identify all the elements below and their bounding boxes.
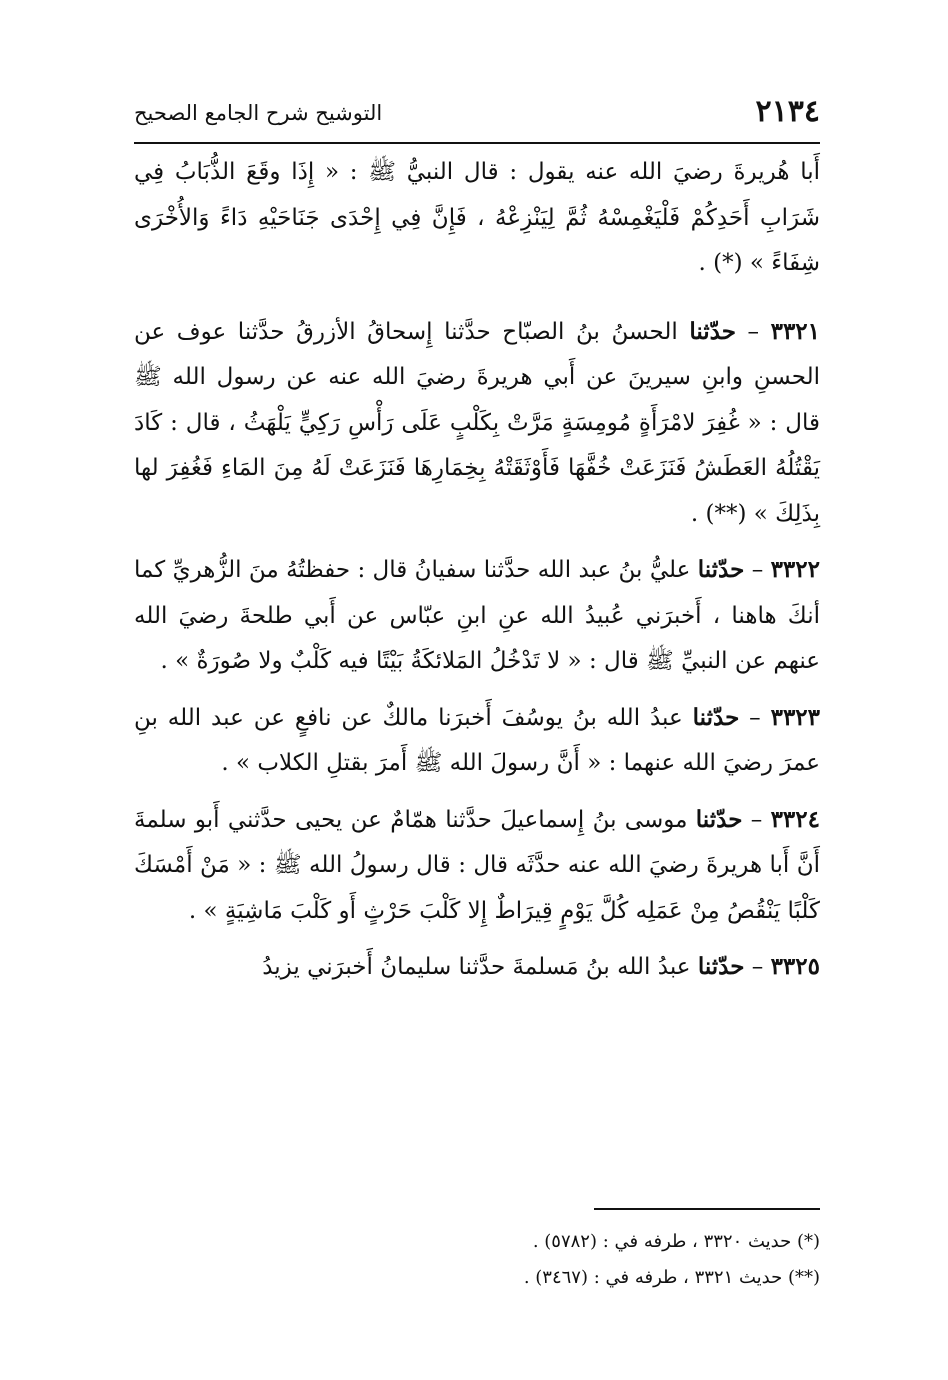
hadith-lead-word: حدّثنا xyxy=(697,953,745,980)
hadith-number: ٣٣٢٤ xyxy=(770,805,820,833)
main-text xyxy=(134,150,820,1001)
hadith-paragraph: ٣٣٢١ – حدّثنا الحسنُ بنُ الصبّاح حدَّثنا إِسحاقُ الأزرقُ حدَّثنا عوف عن الحسنِ وابنِ سيرينَ عن أَبي هريرةَ رضيَ الله عنه عن رسول الله ﷺ قال : « غُفِرَ لامْرَأَةٍ مُومِسَةٍ مَرَّتْ بِكَلْبٍ عَلَى رَأْسِ رَكِيٍّ يَلْهَثُ ، قال : كَادَ يَقْتُلُهُ العَطَشُ فَنَزَعَتْ خُفَّهَا فَأَوْثَقَتْهُ بِخِمَارِهَا فَنَزَعَتْ لَهُ مِنَ المَاءِ فَغُفِرَ لها بِذَلِكَ » (**) . xyxy=(134,317,821,527)
hadith-text: موسى بنُ إِسماعيلَ حدَّثنا همّامٌ عن يحيى حدَّثني أَبو سلمةَ أَنَّ أَبا هريرةَ رضيَ الله عنه حدَّثَه قال : قال رسولُ الله ﷺ : « مَنْ أَمْسَكَ كَلْبًا يَنْقُصُ مِنْ عَمَلِه كُلَّ يَوْمٍ قِيرَاطٌ إِلا كَلْبَ حَرْثٍ أَو كَلْبَ مَاشِيَةٍ » . xyxy=(134,806,820,924)
header-divider xyxy=(134,142,820,144)
hadith-paragraph: ٣٣٢٢ – حدّثنا عليُّ بنُ عبد الله حدَّثنا سفيانُ قال : حفظتُهُ منَ الزُّهريِّ كما أنكَ هاهنا ، أَخبرَني عُبيدُ الله عنِ ابنِ عبّاس عن أَبي طلحةَ رضيَ الله عنهم عن النبيِّ ﷺ قال : « لا تَدْخُلُ المَلائكَةُ بَيْتًا فيه كَلْبٌ ولا صُورَةٌ » . xyxy=(134,556,820,674)
hadith-text: الحسنُ بنُ الصبّاح حدَّثنا إِسحاقُ الأزرقُ حدَّثنا عوف عن الحسنِ وابنِ سيرينَ عن أَبي هريرةَ رضيَ الله عنه عن رسول الله ﷺ قال : « غُفِرَ لامْرَأَةٍ مُومِسَةٍ مَرَّتْ بِكَلْبٍ عَلَى رَأْسِ رَكِيٍّ يَلْهَثُ ، قال : كَادَ يَقْتُلُهُ العَطَشُ فَنَزَعَتْ خُفَّهَا فَأَوْثَقَتْهُ بِخِمَارِهَا فَنَزَعَتْ لَهُ مِنَ المَاءِ فَغُفِرَ لها بِذَلِكَ » (**) . xyxy=(134,318,820,527)
page-header xyxy=(134,92,820,138)
footnote: (*) حديث ٣٣٢٠ ، طرفه في : (٥٧٨٢) . xyxy=(532,1231,820,1252)
footnotes xyxy=(134,1224,820,1296)
hadith-number: ٣٣٢٥ xyxy=(770,953,820,980)
hadith-paragraph: ٣٣٢٥ – حدّثنا عبدُ الله بنُ مَسلمةَ حدَّثنا سليمانُ أَخبرَني يزيدُ xyxy=(262,953,820,980)
hadith-lead-word: حدّثنا xyxy=(695,805,743,833)
hadith-lead-word: حدّثنا xyxy=(697,556,745,583)
hadith-lead-word: حدّثنا xyxy=(689,317,736,345)
footnote: (**) حديث ٣٣٢١ ، طرفه في : (٣٤٦٧) . xyxy=(523,1267,820,1288)
paragraph-text: أَبا هُريرةَ رضيَ الله عنه يقول : قال النبيُّ ﷺ : « إِذَا وقَعَ الذُّبَابُ فِي شَرَابِ أَحَدِكُمْ فَلْيَغْمِسْهُ ثُمَّ لِيَنْزِعْهُ ، فَإِنَّ فِي إِحْدَى جَنَاحَيْهِ دَاءً وَالأُخْرَى شِفَاءً » (*) . xyxy=(134,159,820,276)
footnote-divider xyxy=(594,1208,820,1210)
hadith-lead-word: حدّثنا xyxy=(692,703,740,731)
running-title: التوشيح شرح الجامع الصحيح xyxy=(134,101,383,125)
hadith-text: عليُّ بنُ عبد الله حدَّثنا سفيانُ قال : حفظتُهُ منَ الزُّهريِّ كما أنكَ هاهنا ، أَخبرَني عُبيدُ الله عنِ ابنِ عبّاس عن أَبي طلحةَ رضيَ الله عنهم عن النبيِّ ﷺ قال : « لا تَدْخُلُ المَلائكَةُ بَيْتًا فيه كَلْبٌ ولا صُورَةٌ » . xyxy=(134,557,820,674)
hadith-number: ٣٣٢١ xyxy=(770,317,821,345)
hadith-paragraph: ٣٣٢٣ – حدّثنا عبدُ الله بنُ يوسُفَ أَخبرَنا مالكٌ عن نافعٍ عن عبد الله بنِ عمرَ رضيَ الله عنهما : « أَنَّ رسولَ الله ﷺ أَمرَ بقتلِ الكلاب » . xyxy=(134,703,821,776)
hadith-text: عبدُ الله بنُ مَسلمةَ حدَّثنا سليمانُ أَخبرَني يزيدُ xyxy=(262,954,691,980)
paragraph-continuation xyxy=(134,150,820,287)
hadith-paragraph: ٣٣٢٤ – حدّثنا موسى بنُ إِسماعيلَ حدَّثنا همّامٌ عن يحيى حدَّثني أَبو سلمةَ أَنَّ أَبا هريرةَ رضيَ الله عنه حدَّثَه قال : قال رسولُ الله ﷺ : « مَنْ أَمْسَكَ كَلْبًا يَنْقُصُ مِنْ عَمَلِه كُلَّ يَوْمٍ قِيرَاطٌ إِلا كَلْبَ حَرْثٍ أَو كَلْبَ مَاشِيَةٍ » . xyxy=(134,805,820,924)
hadith-number: ٣٣٢٣ xyxy=(770,703,821,731)
hadith-number: ٣٣٢٢ xyxy=(770,556,820,583)
page-number: ٢١٣٤ xyxy=(755,94,820,129)
hadith-text: عبدُ الله بنُ يوسُفَ أَخبرَنا مالكٌ عن نافعٍ عن عبد الله بنِ عمرَ رضيَ الله عنهما : « أَنَّ رسولَ الله ﷺ أَمرَ بقتلِ الكلاب » . xyxy=(134,704,820,776)
